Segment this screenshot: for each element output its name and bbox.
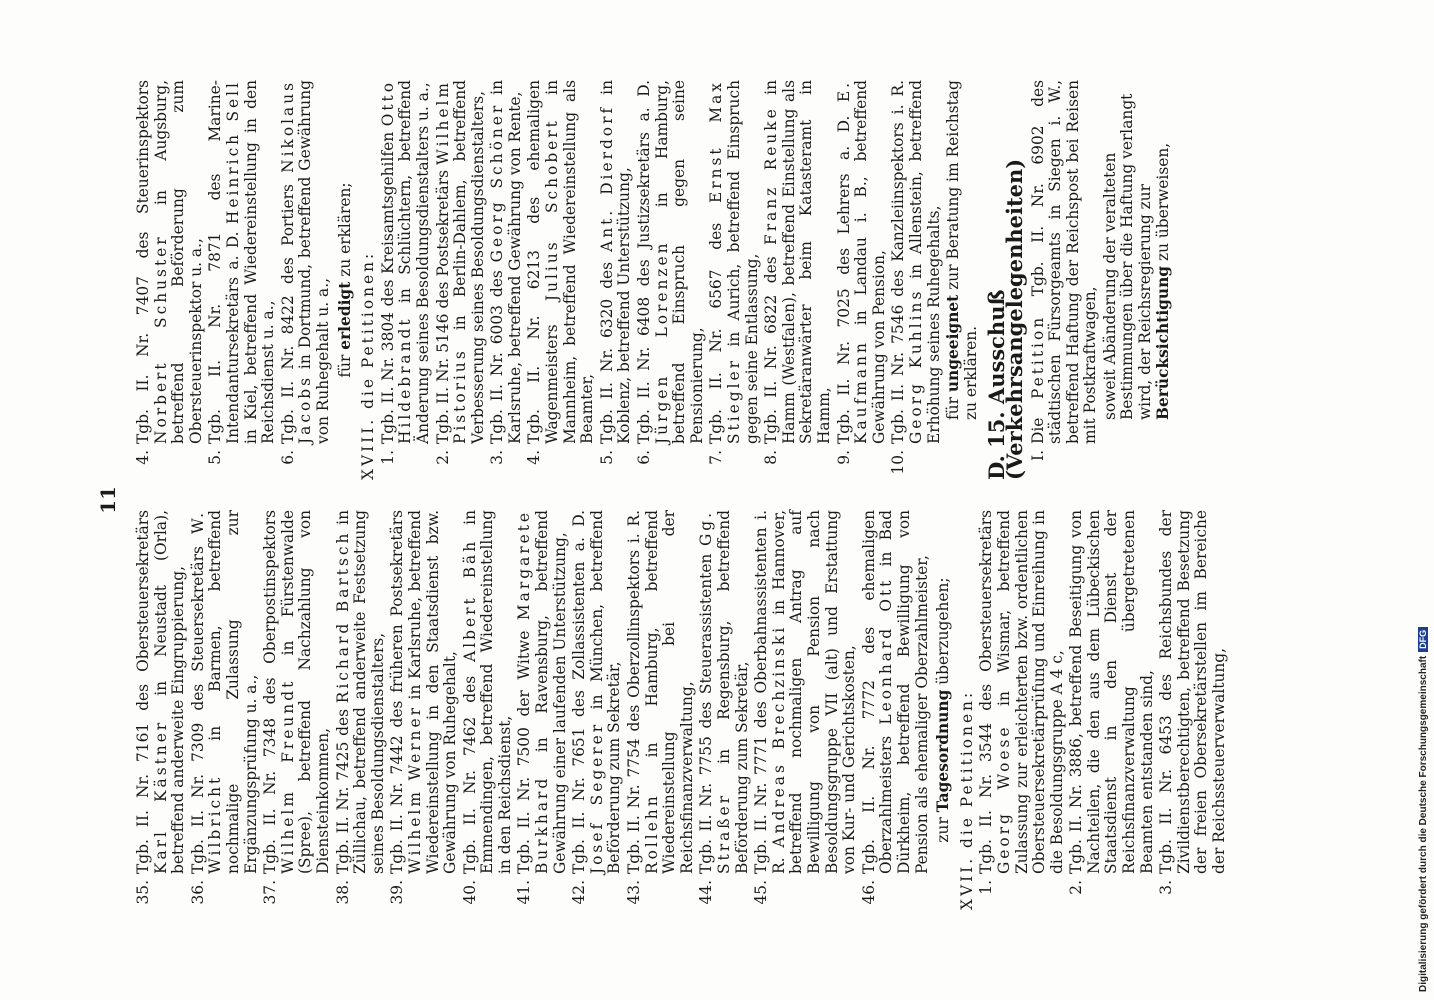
petition-entry — [571, 510, 624, 910]
entry-text: in Ravensburg, betreffend Gewährung einer laufenden Unterstützung, — [533, 510, 569, 874]
entry-text: in Bad Dürkheim, betreffend Bewilligung von Pension als ehemaliger Oberzahlmeister, — [877, 510, 931, 874]
note-text: für — [335, 349, 354, 378]
entry-text: Tgb. II. Nr. 3804 des Kreisamtsgehilfen — [378, 126, 397, 444]
entry-text: Tgb. II. Nr. 6567 des — [707, 203, 726, 444]
entry-text: in Regensburg, betreffend Beförderung zum Sekretär, — [715, 510, 751, 874]
entry-number: 6. — [278, 450, 297, 465]
petitioner-name: Gg. Straßer — [697, 510, 733, 874]
entry-number: 9. — [834, 450, 853, 465]
entry-text: Tgb. II. Nr. 7425 des — [333, 703, 352, 874]
petitioner-name: Franz Reuke — [762, 106, 781, 245]
note-erledigt — [337, 80, 355, 480]
entry-text: in Dortmund, betreffend Gewährung von Ruhegehalt u. a., — [296, 80, 332, 444]
entry-text: in Züllichau, betreffend anderweite Festsetzung seines Besoldungsdienstalters, — [333, 510, 387, 874]
entry-text: Tgb. II. Nr. 7871 des Marine-Intendantursekretärs a. D. — [206, 80, 242, 444]
left-column — [135, 510, 1231, 910]
entry-text: in Fürstenwalde (Spree), betreffend Nachzahlung von Diensteinkommen, — [278, 510, 332, 874]
petitioner-name: Georg Woese — [994, 724, 1013, 874]
note-text: überzugehen; — [934, 577, 953, 690]
entry-text: in Hamm (Westfalen), betreffend Einstellung als Sekretäranwärter beim Katasteramt in Hamm, — [762, 80, 833, 444]
heading-xviii: XVIII. die Petitionen: — [359, 250, 378, 480]
petition-entry — [708, 80, 761, 480]
petition-entry — [526, 80, 596, 480]
entry-text: Tgb. II. Nr. 7772 des ehemaligen Oberzahlmeisters — [859, 510, 896, 874]
entry-text: Tgb. II. Nr. 3544 des Obersteuersekretärs — [977, 510, 996, 874]
entry-number: 37. — [261, 880, 280, 905]
entry-text: Tgb. II. Nr. 6408 des Justizsekretärs a. D. — [635, 80, 654, 444]
petitioner-name: Wilhelm Pistorius — [433, 80, 470, 444]
right-column — [135, 80, 1172, 480]
entry-number: 2. — [1067, 880, 1086, 895]
entry-text: in Koblenz, betreffend Unterstützung, — [597, 80, 634, 444]
entry-number: 38. — [333, 880, 352, 905]
entry-text: in Aurich, betreffend Einspruch gegen seine Entlassung, — [725, 80, 761, 444]
entry-text: in Barmen, betreffend nochmalige Zulassung zur Ergänzungsprüfung u. a., — [206, 510, 260, 874]
entry-text: Tgb. II. Nr. 3886, betreffend Beseitigung von Nachteilen, die den aus dem Lübeckischen Staatsdienst in den Dienst der Reichsfinanzverwaltung übergetretenen Beamten entstanden sind, — [1067, 510, 1156, 874]
digitization-text: Digitalisierung gefördert durch die Deutsche Forschungsgemeinschaft — [1418, 655, 1429, 992]
petition-entry — [836, 80, 889, 480]
note-text: zu erklären; — [335, 182, 354, 282]
petitioner-name: Josef Segerer — [587, 721, 606, 874]
right-entry-list-b — [380, 80, 943, 480]
entry-text: Tgb. II. Nr. 6213 des ehemaligen Wagenmeisters — [525, 80, 562, 444]
petition-entry — [135, 510, 188, 910]
petition-entry — [489, 80, 524, 480]
petition-entry — [280, 80, 333, 480]
petition-entry — [1068, 510, 1156, 910]
petitioner-name: Otto Hildebrandt — [378, 80, 415, 444]
left-entry-list-a — [135, 510, 931, 910]
petitioner-name: Georg Schöner — [488, 102, 507, 263]
entry-text: in Wismar, betreffend Zulassung zur erleichterten bzw. ordentlichen Obersteuersekretärprüfung und Einreihung in die Besoldungsgruppe A 4 c, — [994, 510, 1066, 874]
entry-number: 5. — [597, 450, 616, 465]
entry-text: Tgb. II. Nr. 6822 des — [762, 244, 781, 444]
entry-text: in Augsburg, betreffend Beförderung zum Obersteuerinspektor u. a., — [151, 80, 205, 444]
entry-text: in Neustadt (Orla), betreffend anderweite Eingruppierung, — [151, 510, 188, 874]
entry-text: in München, betreffend Beförderung zum Sekretär, — [587, 510, 624, 874]
petition-entry — [1158, 510, 1228, 910]
entry-text: Tgb. II. Nr. 7309 des Steuersekretärs — [188, 534, 207, 874]
entry-text: in Allenstein, betreffend Erhöhung seines Ruhegehalts, — [906, 80, 943, 444]
petitioner-name: W. Wilbricht — [188, 510, 225, 874]
entry-text: Tgb. II. Nr. 7025 des Lehrers a. D. — [834, 102, 853, 444]
petitioner-name: Margarete Burkhard — [515, 510, 552, 874]
entry-text: in Kiel, betreffend Wiedereinstellung in den Reichsdienst u. a., — [241, 80, 278, 444]
petitioner-name: Ernst Max Stiegler — [707, 80, 743, 444]
note-text: für — [944, 392, 963, 420]
petition-entry — [335, 510, 388, 910]
entry-text: Die — [1028, 399, 1047, 444]
entry-number: 39. — [388, 880, 407, 905]
entry-number: 41. — [515, 880, 534, 905]
petitioner-name: Heinrich Sell — [223, 80, 242, 225]
note-emphasis: Tagesordnung — [934, 689, 953, 813]
petitioner-name: Norbert Schuster — [151, 234, 170, 444]
entry-number: 6. — [635, 450, 654, 465]
entry-text: Tgb. II. Nr. 6902 des städtischen Fürsorgeamts in Siegen i. W., betreffend Haftung der Reichspost bei Reisen mit Postkraftwagen, — [1028, 80, 1100, 444]
note-ungeeignet — [945, 80, 980, 480]
petitioner-name: Julius Schobert — [543, 118, 562, 302]
entry-number: 4. — [134, 450, 152, 465]
d-entry — [1030, 80, 1100, 480]
petitioner-name: Ant. Dierdorf — [597, 104, 616, 252]
petition-entry — [753, 510, 859, 910]
petition-entry — [861, 510, 931, 910]
petition-entry — [389, 510, 459, 910]
entry-text: in Schlüchtern, betreffend Änderung seines Besoldungsdienstalters u. a., — [396, 80, 432, 444]
entry-text: Tgb. II. Nr. 5146 des Postsekretärs — [433, 164, 452, 444]
petition-entry — [190, 510, 260, 910]
petitioner-name: Wilhelm Freundt — [278, 678, 297, 874]
note-emphasis: erledigt — [335, 281, 354, 350]
entry-text: Tgb. II. Nr. 7407 des Steuerinspektors — [134, 80, 152, 444]
entry-number: 46. — [859, 880, 878, 905]
entry-number: 7. — [707, 450, 726, 465]
entry-number: 36. — [188, 880, 207, 905]
left-entry-list-b — [978, 510, 1228, 910]
entry-text: Tgb. II. Nr. 6003 des — [488, 262, 507, 444]
entry-text: in Hamburg, betreffend Einspruch gegen seine Pensionierung, — [652, 80, 706, 444]
petition-entry — [978, 510, 1066, 910]
entry-text: Tgb. II. Nr. 7161 des Obersteuersekretärs — [134, 510, 152, 874]
entry-number: 10. — [889, 450, 908, 475]
petitioner-name: Rollehn — [642, 793, 661, 874]
entry-text: in Karlsruhe, betreffend Wiedereinstellung in den Staatsdienst bzw. Gewährung von Ruhegehalt, — [405, 510, 460, 874]
entry-text: Tgb. II. Nr. 7500 der Witwe — [515, 620, 534, 874]
entry-text: Tgb. II. Nr. 7651 des Zollassistenten a. D. — [570, 510, 589, 874]
entry-number: 43. — [625, 880, 644, 905]
petition-entry — [380, 80, 433, 480]
petition-entry — [890, 80, 943, 480]
petitioner-name: Karl Kästner — [151, 719, 170, 874]
note-beruecksichtigung — [1102, 80, 1172, 480]
petitioner-name: Albert Bäh — [460, 538, 479, 662]
petition-entry — [262, 510, 332, 910]
entry-text: Tgb. II. Nr. 7546 des Kanzleiinspektors i. R. — [889, 80, 908, 444]
entry-number: 4. — [525, 450, 544, 465]
entry-text: Tgb. II. Nr. 6453 des Reichsbundes der Zivildienstberechtigten, betreffend Besetzung der freien Obersekretärstellen im Bereiche der Reichssteuerverwaltung, — [1157, 510, 1229, 874]
entry-text: in Hamburg, betreffend Wiedereinstellung bei der Reichsfinanzverwaltung, — [642, 510, 696, 874]
petitioner-name: E. Kaufmann — [834, 80, 871, 444]
entry-text: Tgb. II. Nr. 8422 des Portiers — [278, 172, 297, 444]
petition-entry — [626, 510, 696, 910]
petitioner-name: Georg Kuhlins — [906, 288, 925, 444]
petition-entry — [698, 510, 751, 910]
petition-entry — [1030, 80, 1100, 480]
digitization-note — [1418, 2, 1429, 992]
petition-entry — [207, 80, 277, 480]
entry-number: 3. — [488, 450, 507, 465]
note-text: zur — [934, 812, 953, 843]
entry-text: Tgb. II. Nr. 7755 des Steuerassistenten — [697, 546, 716, 874]
entry-text: Tgb. II. Nr. 7462 des — [460, 661, 479, 874]
petition-entry — [599, 80, 634, 480]
entry-text: in Emmendingen, betreffend Wiedereinstellung in den Reichsdienst, — [460, 510, 514, 874]
entry-text: in Landau i. B., betreffend Gewährung von Pension, — [852, 80, 888, 444]
entry-text: Tgb. II. Nr. 7754 des Oberzollinspektors i. R. — [625, 510, 644, 874]
entry-text: in Berlin-Dahlem, betreffend Verbesserung seines Besoldungsdienstalters, — [451, 80, 487, 444]
entry-number: 3. — [1157, 880, 1176, 895]
petition-entry — [135, 80, 205, 480]
petitioner-name: Nikolaus Jacobs — [278, 80, 315, 444]
petition-entry — [516, 510, 569, 910]
petition-entry — [636, 80, 706, 480]
entry-number: 44. — [697, 880, 716, 905]
petitioner-name: Richard Bartsch — [333, 530, 352, 704]
petitioner-name: Jürgen Lorenzen — [652, 240, 671, 444]
entry-number: I. — [1028, 450, 1047, 461]
entry-text: Tgb. II. Nr. 7348 des Oberpostinspektors — [261, 510, 280, 874]
petition-label: Petition — [1028, 314, 1047, 400]
entry-text: in Karlsruhe, betreffend Gewährung von Rente, — [488, 80, 524, 444]
entry-number: 5. — [206, 450, 225, 465]
entry-text: Tgb. II. Nr. 7442 des früheren Postsekretärs — [388, 510, 407, 874]
entry-text: Tgb. II. Nr. 7771 des Oberbahnassistenten i. R. — [752, 510, 788, 874]
petitioner-name: Wilhelm Werner — [405, 705, 424, 874]
petition-entry — [462, 510, 515, 910]
note-emphasis: Berücksichtigung — [1153, 265, 1172, 420]
note-text: zu überweisen, — [1153, 142, 1172, 266]
right-entry-list-a — [135, 80, 333, 480]
note-emphasis: ungeeignet — [944, 294, 963, 393]
entry-text: in Hannover, betreffend nochmaligen Antrag auf Bewilligung von Pension nach Besoldungsgruppe VII (alt) und Erstattung von Kur- und Gerichtskosten, — [769, 509, 859, 874]
entry-text: Tgb. II. Nr. 6320 des — [597, 251, 616, 444]
dfg-logo: DFG — [1418, 627, 1428, 652]
petition-entry — [763, 80, 833, 480]
page-number: 11 — [96, 486, 120, 514]
petitioner-name: Leonhard Ott — [877, 577, 896, 725]
note-text: soweit Abänderung der veralteten Bestimmungen über die Haftung verlangt wird, der Reichsregierung zur — [1100, 93, 1155, 420]
note-tagesordnung — [935, 510, 953, 910]
entry-number: 2. — [433, 450, 452, 465]
entry-number: 42. — [570, 880, 589, 905]
printed-page — [96, 50, 1430, 950]
section-heading-d15: D. 15. Ausschuß (Verkehrsangelegenheiten) — [984, 158, 1027, 480]
entry-number: 35. — [134, 880, 152, 905]
entry-number: 8. — [762, 450, 781, 465]
petition-entry — [435, 80, 488, 480]
entry-number: 1. — [977, 880, 996, 895]
heading-xvii: XVII. die Petitionen: — [957, 689, 976, 910]
petitioner-name: Andreas Brechzinski — [769, 624, 788, 848]
entry-number: 45. — [752, 880, 771, 905]
entry-text: in Mannheim, betreffend Wiedereinstellung als Beamter, — [543, 80, 597, 444]
entry-number: 40. — [460, 880, 479, 905]
entry-number: 1. — [378, 450, 397, 465]
note-text: zur Beratung im Reichstag zu erklären. — [944, 80, 980, 420]
